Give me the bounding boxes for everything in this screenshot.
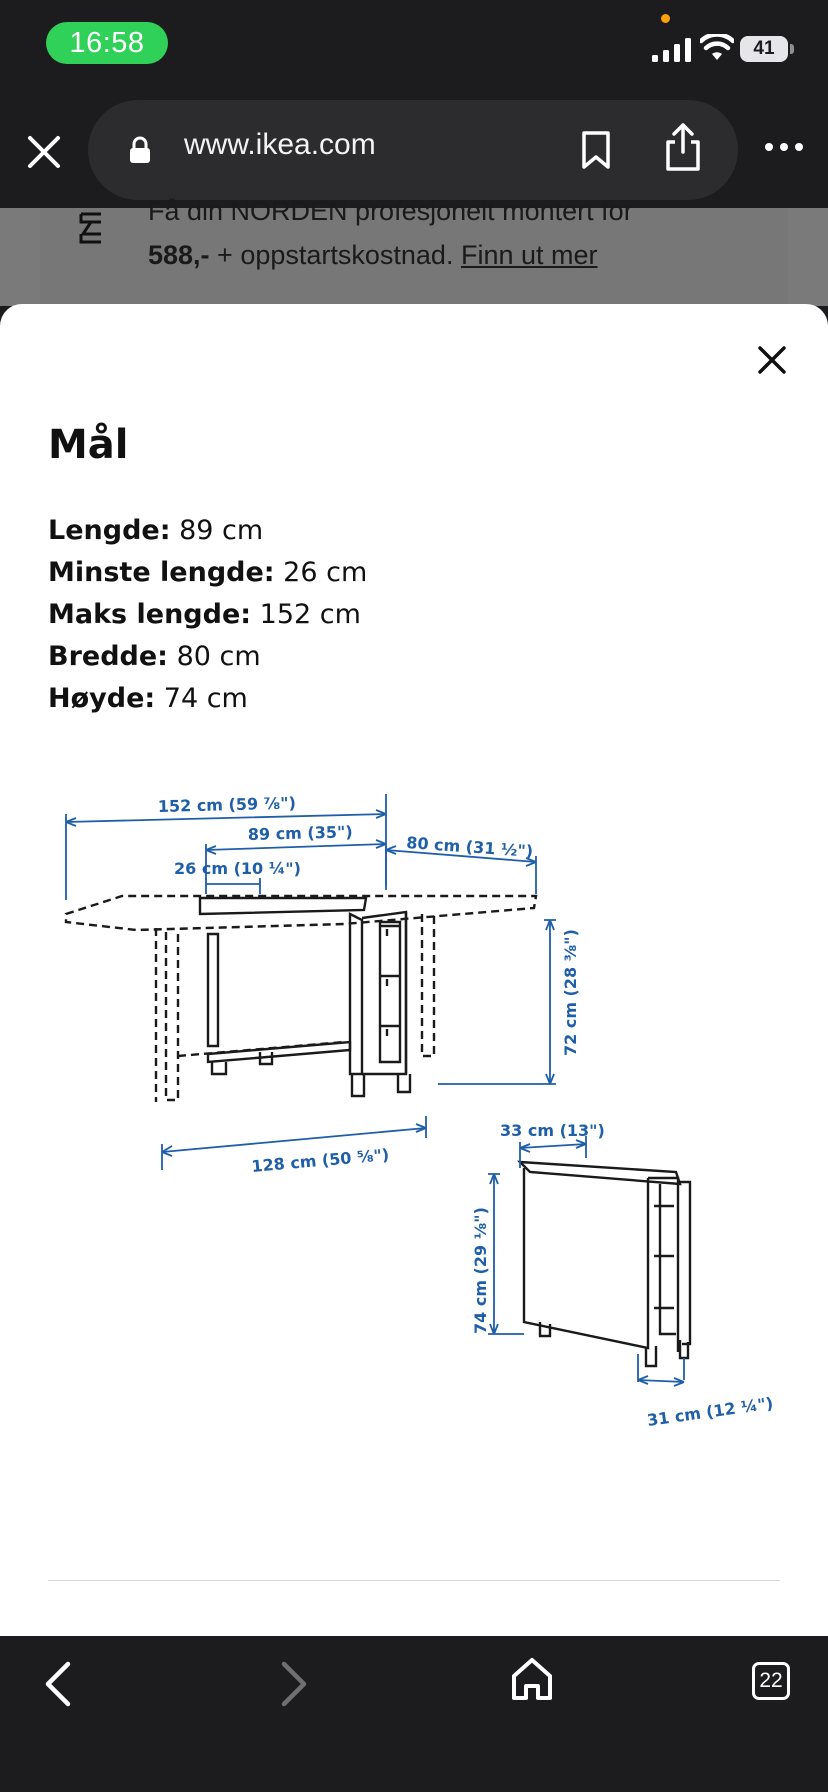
dimension-list	[48, 510, 367, 720]
label-max-length: 152 cm (59 ⅞")	[157, 793, 297, 816]
folded-dimension-lines	[488, 1136, 684, 1386]
label-height: 74 cm (29 ⅛")	[471, 1207, 490, 1334]
dimension-row	[48, 678, 367, 720]
browser-toolbar	[0, 96, 828, 208]
product-dimension-drawing	[50, 774, 780, 1494]
dimension-row	[48, 510, 367, 552]
sheet-title: Mål	[48, 422, 129, 468]
dimension-value: 80 cm	[167, 641, 261, 672]
label-base-length: 128 cm (50 ⅝")	[250, 1145, 390, 1176]
dimension-label: Maks lengde:	[48, 599, 252, 630]
label-width: 80 cm (31 ½")	[405, 833, 534, 861]
battery-nub	[790, 44, 794, 54]
lock-icon	[128, 136, 152, 164]
promo-price: 588,-	[148, 240, 210, 270]
dimension-labels	[158, 793, 775, 1430]
bookmark-icon[interactable]	[580, 130, 612, 170]
promo-suffix: + oppstartskostnad.	[209, 240, 461, 270]
address-bar[interactable]	[88, 100, 738, 200]
dimension-row	[48, 552, 367, 594]
cellular-signal-icon	[652, 38, 692, 62]
forward-icon[interactable]	[276, 1658, 312, 1710]
dimension-label: Minste lengde:	[48, 557, 275, 588]
folded-table-drawing	[520, 1162, 690, 1366]
status-bar	[0, 0, 828, 96]
battery-indicator: 41	[740, 36, 788, 62]
promo-price-line	[148, 240, 598, 271]
back-icon[interactable]	[40, 1658, 76, 1710]
label-height-open: 72 cm (28 ⅜")	[561, 929, 580, 1056]
dimension-value: 26 cm	[274, 557, 368, 588]
home-icon[interactable]	[510, 1656, 554, 1702]
dimension-value: 74 cm	[155, 683, 248, 714]
more-options-icon[interactable]	[764, 140, 804, 154]
dimension-value: 152 cm	[251, 599, 361, 630]
close-icon[interactable]	[756, 344, 788, 376]
dimension-label: Høyde:	[48, 683, 156, 714]
status-time[interactable]: 16:58	[46, 22, 168, 64]
dimension-label: Lengde:	[48, 515, 171, 546]
wifi-icon	[700, 34, 734, 62]
tabs-count-button[interactable]: 22	[752, 1662, 790, 1700]
privacy-indicator-dot	[661, 14, 670, 23]
dimensions-sheet	[0, 304, 828, 1636]
dimension-row	[48, 636, 367, 678]
dimension-row	[48, 594, 367, 636]
browser-bottom-bar	[0, 1636, 828, 1792]
label-folded-width: 31 cm (12 ¼")	[645, 1393, 775, 1430]
close-icon[interactable]	[24, 132, 64, 172]
promo-link[interactable]: Finn ut mer	[460, 240, 598, 270]
label-length: 89 cm (35")	[247, 822, 353, 844]
dimension-label: Bredde:	[48, 641, 168, 672]
open-table-drawing	[66, 896, 536, 1102]
label-folded-depth: 33 cm (13")	[500, 1121, 605, 1140]
share-icon[interactable]	[664, 122, 702, 172]
dimension-value: 89 cm	[170, 515, 264, 546]
label-min-length: 26 cm (10 ¼")	[174, 859, 301, 878]
section-divider	[48, 1580, 780, 1581]
url-text[interactable]: www.ikea.com	[184, 128, 376, 161]
promo-text: Få din NORDEN profesjonelt montert for	[148, 196, 633, 226]
assembly-tool-icon	[78, 210, 104, 246]
background-page	[0, 196, 828, 306]
